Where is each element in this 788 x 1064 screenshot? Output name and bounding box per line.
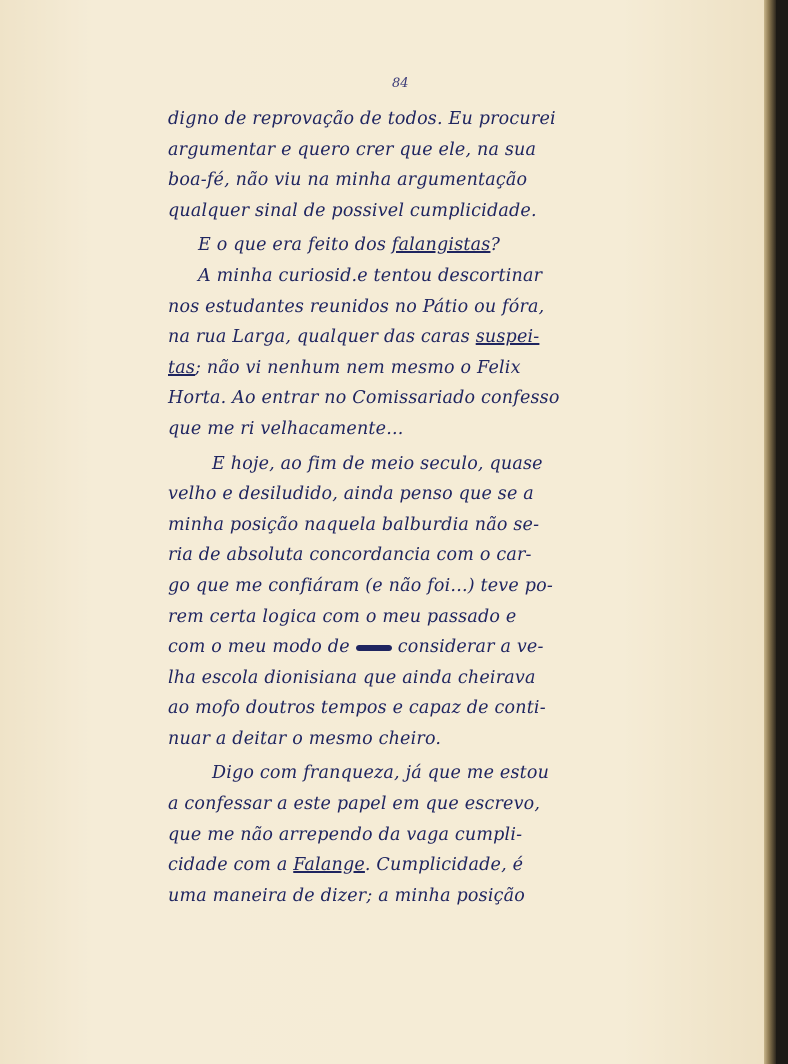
text-line-10: Horta. Ao entrar no Comissariado confesso xyxy=(168,388,560,409)
text-line-4: qualquer sinal de possivel cumplicidade. xyxy=(168,200,537,221)
text-line-1: digno de reprovação de todos. Eu procurei xyxy=(168,109,556,129)
text-line-25-start: cidade com a xyxy=(168,855,288,876)
page-number: 84 xyxy=(392,76,409,91)
text-line-3: boa-fé, não viu na minha argumentação xyxy=(168,170,528,191)
text-line-5-start: E o que era feito dos xyxy=(198,235,387,256)
text-line-9-rest: ; não vi nenhum nem mesmo o Felix xyxy=(195,357,521,378)
text-line-25 xyxy=(168,850,668,881)
text-line-9 xyxy=(168,353,668,384)
text-line-19: lha escola dionisiana que ainda cheirava xyxy=(168,667,536,688)
text-line-13: velho e desiludido, ainda penso que se a xyxy=(168,484,534,505)
text-line-26: uma maneira de dizer; a minha posição xyxy=(168,885,526,906)
text-line-2: argumentar e quero crer que ele, na sua xyxy=(168,139,537,160)
underlined-word-suspei: suspei- xyxy=(475,327,540,348)
text-line-17: rem certa logica com o meu passado e xyxy=(168,606,517,627)
text-line-16: go que me confiáram (e não foi...) teve po- xyxy=(168,575,553,596)
underlined-word-falange: Falange xyxy=(293,855,365,876)
underlined-word-tas: tas xyxy=(168,357,196,378)
text-line-11: que me ri velhacamente... xyxy=(168,418,404,439)
text-line-14: minha posição naquela balburdia não se- xyxy=(168,514,540,535)
text-line-22: Digo com franqueza, já que me estou xyxy=(212,763,550,784)
text-line-18 xyxy=(168,632,668,663)
text-line-25-end: . Cumplicidade, é xyxy=(364,855,524,876)
crossed-out-word xyxy=(356,645,392,651)
handwritten-text xyxy=(168,104,668,911)
question-mark: ? xyxy=(490,235,501,256)
text-line-8-start: na rua Larga, qualquer das caras xyxy=(168,327,470,348)
text-line-21: nuar a deitar o mesmo cheiro. xyxy=(168,728,442,749)
binding-edge xyxy=(764,0,776,1064)
text-line-12: E hoje, ao fim de meio seculo, quase xyxy=(212,453,543,474)
text-line-18-end: considerar a ve- xyxy=(397,637,544,658)
text-line-20: ao mofo doutros tempos e capaz de conti- xyxy=(168,698,546,719)
text-line-24: que me não arrependo da vaga cumpli- xyxy=(168,824,523,845)
text-line-23: a confessar a este papel em que escrevo, xyxy=(168,794,541,815)
text-line-15: ria de absoluta concordancia com o car- xyxy=(168,545,532,566)
text-line-7: nos estudantes reunidos no Pátio ou fóra, xyxy=(168,296,545,317)
underlined-word-falangistas: falangistas xyxy=(391,235,491,256)
text-line-8 xyxy=(168,322,668,353)
text-line-6: A minha curiosid.e tentou descortinar xyxy=(198,265,543,286)
text-line-18-start: com o meu modo de xyxy=(168,637,350,658)
text-line-5 xyxy=(168,230,668,261)
